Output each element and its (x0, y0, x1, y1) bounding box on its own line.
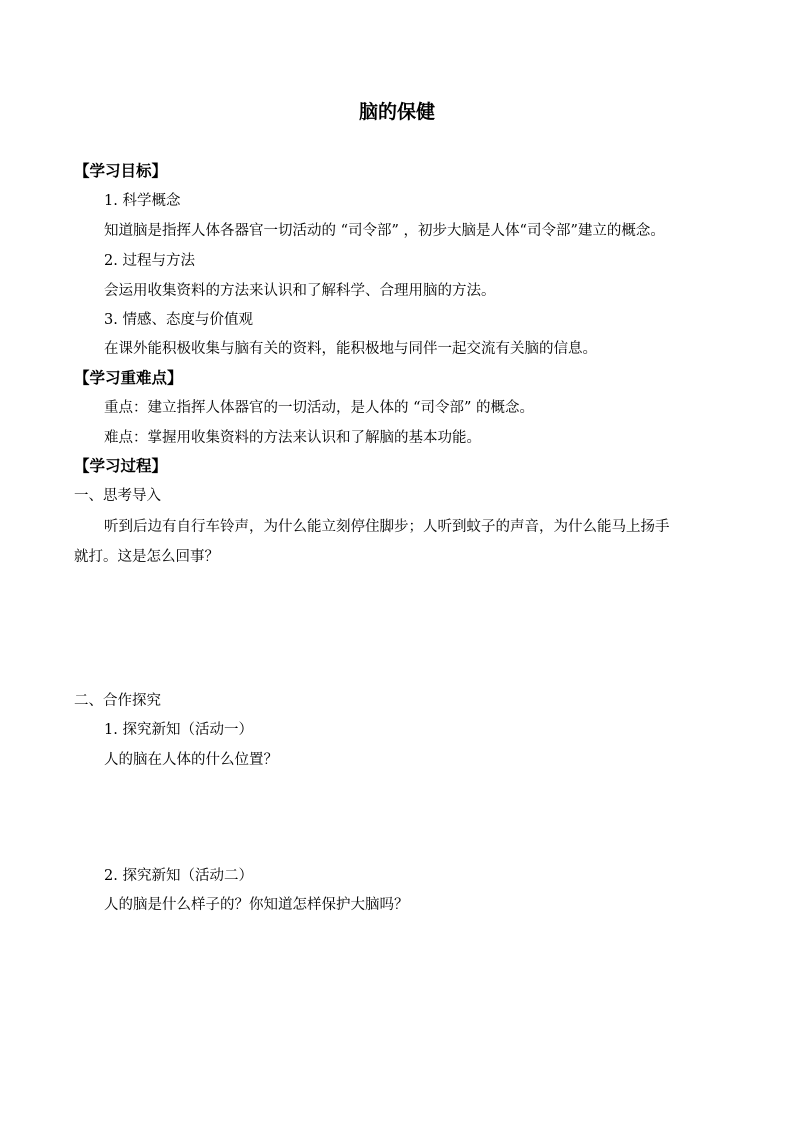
activity-2-question: 人的脑是什么样子的？你知道怎样保护大脑吗？ (104, 897, 409, 913)
activity-2-title: 2. 探究新知（活动二） (104, 868, 253, 884)
section-2-title: 二、合作探究 (74, 693, 161, 709)
goal-3-title: 3. 情感、态度与价值观 (104, 312, 253, 328)
activity-1-title: 1. 探究新知（活动一） (104, 722, 253, 738)
goal-1-text: 知道脑是指挥人体各器官一切活动的 “司令部” ，初步大脑是人体“司令部”建立的概念。 (104, 223, 665, 239)
goal-3-text: 在课外能积极收集与脑有关的资料，能积极地与同伴一起交流有关脑的信息。 (104, 341, 597, 357)
page-title: 脑的保健 (358, 101, 435, 123)
difficulty-text: 难点：掌握用收集资料的方法来认识和了解脑的基本功能。 (104, 430, 481, 446)
learning-process-heading: 【学习过程】 (74, 456, 168, 475)
activity-1-question: 人的脑在人体的什么位置？ (104, 752, 278, 768)
goal-2-title: 2. 过程与方法 (104, 253, 195, 269)
section-1-text-line-1: 听到后边有自行车铃声，为什么能立刻停住脚步；人听到蚊子的声音，为什么能马上扬手 (104, 519, 670, 535)
key-point-text: 重点：建立指挥人体器官的一切活动，是人体的 “司令部” 的概念。 (104, 400, 535, 416)
section-1-title: 一、思考导入 (74, 488, 161, 504)
section-1-text-line-2: 就打。这是怎么回事？ (74, 549, 219, 565)
goal-2-text: 会运用收集资料的方法来认识和了解科学、合理用脑的方法。 (104, 283, 496, 299)
goal-1-title: 1. 科学概念 (104, 193, 181, 209)
learning-goals-heading: 【学习目标】 (74, 161, 168, 180)
key-points-heading: 【学习重难点】 (74, 368, 183, 387)
